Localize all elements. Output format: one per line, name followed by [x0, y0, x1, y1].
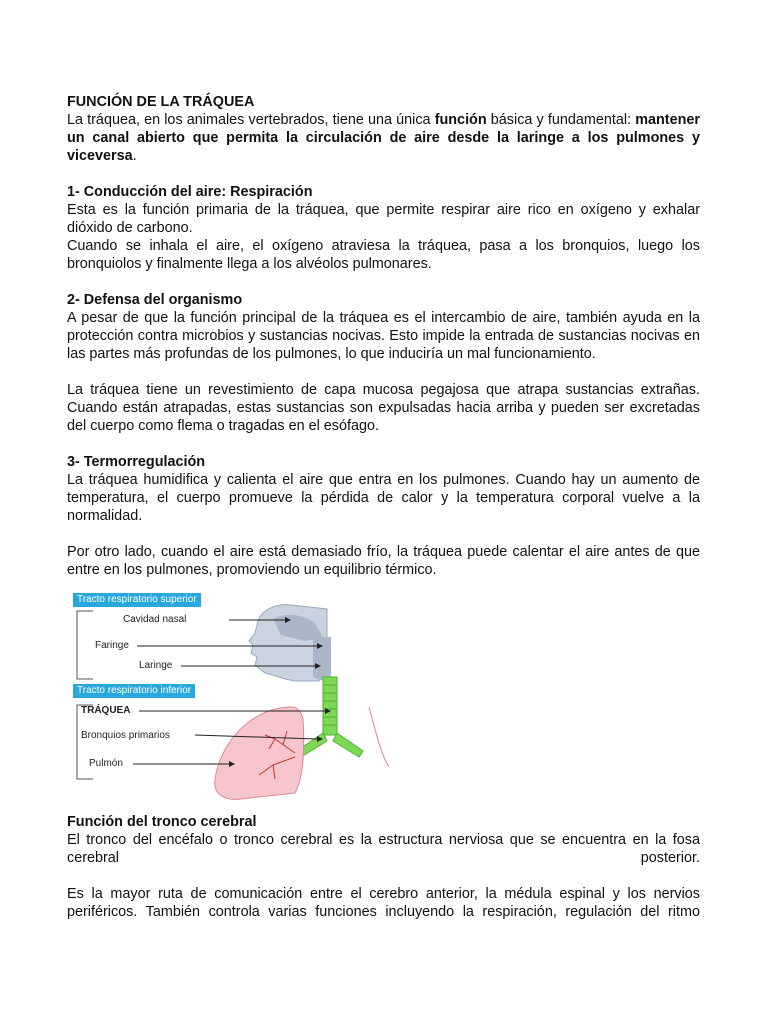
paragraph-tronco-1-b: posterior. [640, 850, 700, 866]
label-laringe: Laringe [139, 660, 173, 671]
intro-text-c: básica y fundamental: [486, 112, 636, 128]
upper-tract-header: Tracto respiratorio superior [73, 593, 201, 607]
paragraph-termorregulacion-2: Por otro lado, cuando el aire está demasiado frío, la tráquea puede calentar el aire antes de que entre en los pulmones, promoviendo un equilibrio térmico. [67, 544, 700, 578]
intro-text-e: . [132, 148, 137, 164]
document-page [67, 93, 700, 921]
right-lung-edge [369, 707, 389, 767]
bronchi-shape [297, 733, 363, 757]
intro-text-b: función [434, 112, 487, 128]
trachea-shape [323, 677, 337, 735]
respiratory-tract-figure [69, 589, 389, 809]
pharynx-shape [313, 637, 331, 681]
intro-text-d: mantener un canal abierto que permita la circulación de aire desde la laringe a los pulmones y viceversa [67, 112, 700, 164]
paragraph-tronco-1 [67, 831, 700, 867]
paragraph-termorregulacion-1: La tráquea humidifica y calienta el aire que entra en los pulmones. Cuando hay un aumento de temperatura, el cuerpo promueve la pérdida de calor y la temperatura corporal vuelve a la normalidad. [67, 472, 700, 524]
lower-tract-header: Tracto respiratorio inferior [73, 684, 195, 698]
intro-paragraph [67, 111, 700, 165]
label-bronquios-primarios: Bronquios primarios [81, 730, 170, 741]
heading-termorregulacion: 3- Termorregulación [67, 454, 206, 470]
paragraph-tronco-2: Es la mayor ruta de comunicación entre el cerebro anterior, la médula espinal y los nervios periféricos. También controla varias funciones incluyendo la respiración, regulación del ritmo [67, 886, 700, 920]
label-faringe: Faringe [95, 640, 129, 651]
paragraph-defensa-1: A pesar de que la función principal de la tráquea es el intercambio de aire, también ayuda en la protección contra microbios y sustancias nocivas. Esto impide la entrada de sustancias nocivas en las partes más profundas de los pulmones, lo que induciría un mal funcionamiento. [67, 310, 700, 362]
intro-text-a: La tráquea, en los animales vertebrados, tiene una única [67, 112, 435, 128]
paragraph-conduccion-1: Esta es la función primaria de la tráquea, que permite respirar aire rico en oxígeno y exhalar dióxido de carbono. [67, 202, 700, 236]
label-pulmon: Pulmón [89, 758, 123, 769]
label-cavidad-nasal: Cavidad nasal [123, 614, 187, 625]
label-traquea: TRÁQUEA [81, 705, 131, 716]
respiratory-tract-illustration [69, 589, 389, 809]
document-title: FUNCIÓN DE LA TRÁQUEA [67, 94, 255, 110]
paragraph-defensa-2: La tráquea tiene un revestimiento de capa mucosa pegajosa que atrapa sustancias extrañas. Cuando están atrapadas, estas sustancias son expulsadas hacia arriba y pueden ser excretadas del cuerpo como flema o tragadas en el esófago. [67, 382, 700, 434]
lung-shape [215, 707, 304, 799]
paragraph-tronco-1-a: El tronco del encéfalo o tronco cerebral es la estructura nerviosa que se encuentra en la fosa cerebral [67, 832, 700, 866]
paragraph-conduccion-2: Cuando se inhala el aire, el oxígeno atraviesa la tráquea, pasa a los bronquios, luego los bronquiolos y finalmente llega a los alvéolos pulmonares. [67, 238, 700, 272]
heading-defensa: 2- Defensa del organismo [67, 292, 243, 308]
heading-tronco-cerebral: Función del tronco cerebral [67, 814, 257, 830]
heading-conduccion: 1- Conducción del aire: Respiración [67, 184, 313, 200]
